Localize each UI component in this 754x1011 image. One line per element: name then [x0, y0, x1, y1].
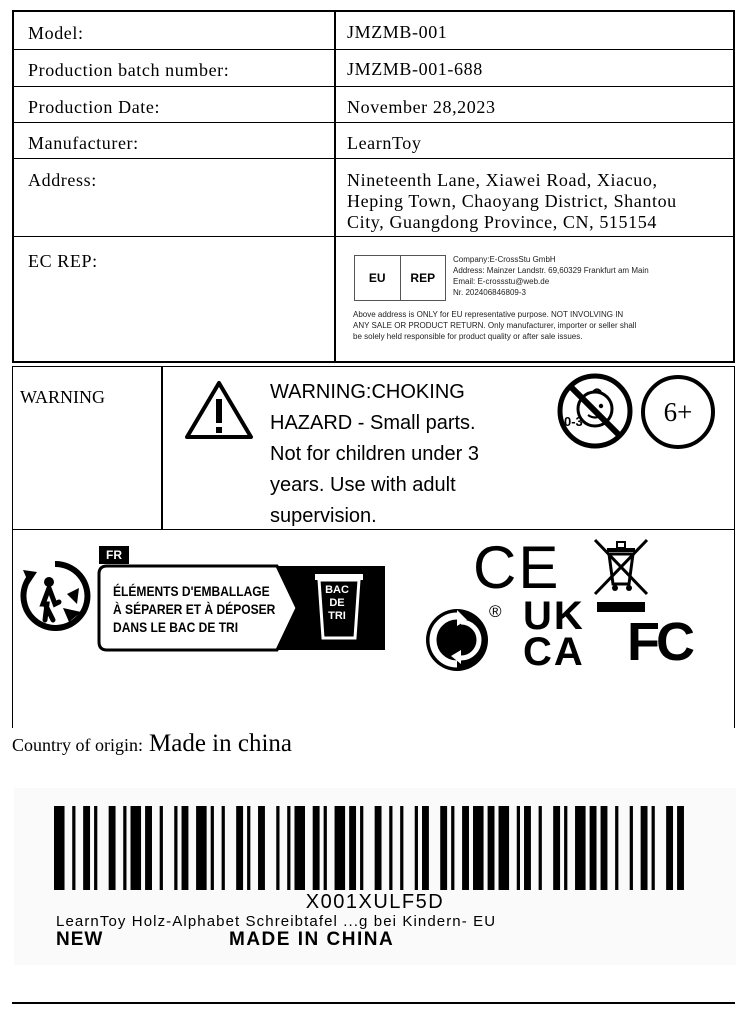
barcode-bar: [324, 806, 327, 890]
barcode-bar: [72, 806, 75, 890]
barcode-bar: [641, 806, 648, 890]
barcode-bar: [488, 806, 495, 890]
barcode-bar: [145, 806, 152, 890]
address-line: Nineteenth Lane, Xiawei Road, Xiacuo,: [347, 170, 658, 190]
eu-rep-box: [354, 255, 446, 301]
ecrep-company: Company:E-CrossStu GmbH: [453, 255, 556, 264]
barcode-bar: [294, 806, 305, 890]
barcode-bar: [123, 806, 126, 890]
barcode-bar: [451, 806, 454, 890]
barcode-description: LearnToy Holz-Alphabet Schreibtafel ...g bei Kindern- EU: [56, 913, 497, 930]
model-value: JMZMB-001: [347, 22, 448, 42]
barcode-condition: NEW: [56, 929, 104, 950]
barcode-bar: [601, 806, 608, 890]
ukca-line: CA: [523, 630, 585, 674]
batch-row: [14, 50, 733, 87]
warning-table: [12, 366, 735, 530]
fr-tag: FR: [99, 546, 129, 564]
barcode-bar: [575, 806, 586, 890]
barcode-bar: [182, 806, 189, 890]
ecrep-number: Nr. 202406846809-3: [453, 288, 526, 297]
age-6-plus-icon: [639, 373, 717, 451]
barcode-bar: [473, 806, 484, 890]
barcode-bar: [440, 806, 447, 890]
address-value: [347, 170, 677, 233]
barcode-bar: [553, 806, 560, 890]
barcode-bar: [211, 806, 214, 890]
fcc-mark: FC: [627, 612, 691, 672]
compliance-symbols: [12, 530, 735, 728]
triman-line: À SÉPARER ET À DÉPOSER: [113, 601, 276, 617]
barcode-bar: [524, 806, 531, 890]
batch-value: JMZMB-001-688: [347, 59, 483, 79]
warning-label: WARNING: [20, 387, 105, 407]
barcode-bar: [258, 806, 265, 890]
barcode-bar: [83, 806, 90, 890]
triman-line: DANS LE BAC DE TRI: [113, 619, 239, 635]
model-row: [14, 12, 733, 50]
warning-line: years. Use with adult: [270, 474, 456, 496]
ecrep-label: EC REP:: [28, 251, 98, 271]
warning-line: supervision.: [270, 505, 377, 527]
triman-line: ÉLÉMENTS D'EMBALLAGE: [113, 583, 270, 599]
barcode-bar: [375, 806, 382, 890]
bac-de-tri-text: [321, 584, 353, 623]
address-row: [14, 159, 733, 237]
date-label: Production Date:: [28, 97, 161, 117]
barcode-bar: [677, 806, 684, 890]
barcode-bar: [236, 806, 243, 890]
warning-line: Not for children under 3: [270, 443, 480, 465]
barcode-bar: [313, 806, 320, 890]
origin-label: Country of origin:: [12, 735, 143, 755]
country-of-origin: [12, 730, 292, 758]
ecrep-note-line: ANY SALE OR PRODUCT RETURN. Only manufacturer, importer or seller shall: [353, 321, 637, 330]
ukca-mark: [523, 594, 585, 674]
bin-line: BAC: [325, 584, 349, 596]
ce-mark: CE: [473, 534, 561, 601]
bin-line: TRI: [328, 610, 346, 622]
address-label: Address:: [28, 170, 97, 190]
not-for-0-3-icon: [555, 371, 635, 451]
barcode-bar: [247, 806, 250, 890]
registered-mark: ®: [489, 602, 502, 621]
barcode-bar: [174, 806, 177, 890]
barcode-bar: [335, 806, 346, 890]
bottom-rule: [12, 1002, 735, 1004]
bin-line: DE: [329, 597, 345, 609]
barcode-bars: [54, 806, 688, 890]
date-row: [14, 87, 733, 123]
barcode-bar: [666, 806, 673, 890]
ecrep-note-line: Above address is ONLY for EU representative purpose. NOT INVOLVING IN: [353, 310, 624, 319]
no-child-age-text: 0-3: [564, 414, 583, 429]
barcode-bar: [652, 806, 655, 890]
choking-warning-text: [270, 377, 530, 532]
barcode-made-in: MADE IN CHINA: [229, 929, 395, 950]
barcode-bar: [590, 806, 597, 890]
address-line: City, Guangdong Province, CN, 515154: [347, 212, 657, 232]
barcode-code: X001XULF5D: [305, 891, 445, 913]
ecrep-email: Email: E-crossstu@web.de: [453, 277, 550, 286]
warning-line: WARNING:CHOKING: [270, 381, 465, 403]
date-value: November 28,2023: [347, 97, 496, 117]
barcode-bar: [276, 806, 279, 890]
green-dot-icon: [423, 606, 491, 674]
warning-line: HAZARD - Small parts.: [270, 412, 476, 434]
ecrep-row: [14, 237, 733, 363]
ecrep-address: Address: Mainzer Landstr. 69,60329 Frankfurt am Main: [453, 266, 649, 275]
age-text: 6+: [663, 397, 693, 427]
barcode-bar: [287, 806, 290, 890]
ukca-line: UK: [523, 594, 585, 638]
barcode-bar: [360, 806, 363, 890]
barcode-bar: [54, 806, 65, 890]
barcode-bar: [222, 806, 225, 890]
barcode-bar: [564, 806, 567, 890]
triman-instruction: [113, 582, 275, 636]
barcode-bar: [349, 806, 356, 890]
batch-label: Production batch number:: [28, 60, 230, 80]
ecrep-note-line: be solely held responsible for product quality or after sale issues.: [353, 332, 583, 341]
ecrep-note: [353, 309, 713, 342]
manufacturer-label: Manufacturer:: [28, 133, 139, 153]
model-label: Model:: [28, 23, 84, 43]
barcode-bar: [196, 806, 207, 890]
barcode-bar: [389, 806, 392, 890]
manufacturer-row: [14, 123, 733, 159]
eu-text: EU: [368, 271, 386, 285]
barcode-bar: [109, 806, 116, 890]
fnsku-label: [14, 788, 736, 965]
warning-triangle-icon: [183, 379, 255, 441]
barcode-bar: [422, 806, 429, 890]
product-info-table: [12, 10, 735, 363]
barcode-bar: [160, 806, 163, 890]
barcode-bar: [415, 806, 418, 890]
barcode-bar: [94, 806, 97, 890]
origin-value: Made in china: [149, 730, 293, 757]
barcode-bar: [462, 806, 469, 890]
barcode-bar: [630, 806, 633, 890]
barcode-bar: [517, 806, 520, 890]
weee-bin-icon: [591, 536, 651, 614]
warning-divider: [161, 367, 163, 529]
barcode-bar: [400, 806, 403, 890]
address-line: Heping Town, Chaoyang District, Shantou: [347, 191, 677, 211]
barcode-bar: [539, 806, 542, 890]
ecrep-info: [453, 254, 649, 298]
barcode-bar: [131, 806, 142, 890]
triman-recycle-icon: [19, 560, 91, 632]
barcode-bar: [499, 806, 510, 890]
rep-text: REP: [400, 256, 446, 300]
manufacturer-value: LearnToy: [347, 133, 422, 153]
barcode-bar: [615, 806, 618, 890]
